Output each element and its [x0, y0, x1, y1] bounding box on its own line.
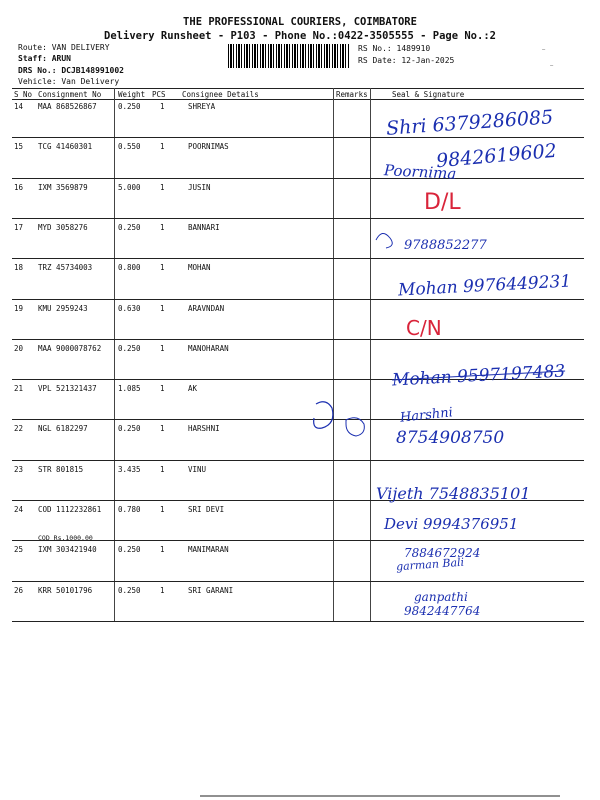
row-consignment-no: STR 801815 — [38, 464, 84, 474]
row-consignee: MOHAN — [188, 263, 211, 273]
signature: 9842619602 — [435, 139, 558, 173]
row-weight: 0.550 — [118, 142, 141, 152]
row-consignee: SRI GARANI — [188, 585, 234, 595]
row-weight: 0.800 — [118, 263, 141, 273]
row-sno: 26 — [14, 585, 24, 595]
signature: 8754908750 — [396, 428, 505, 448]
row-pcs: 1 — [160, 464, 165, 474]
row-consignee: VINU — [188, 464, 207, 474]
signature: garman Bali — [395, 555, 465, 574]
row-weight: 0.250 — [118, 102, 141, 111]
staff-label: Staff: — [18, 54, 47, 63]
status-mark: C/N — [406, 316, 442, 340]
col-pcs: PCS — [152, 90, 166, 99]
row-pcs: 1 — [160, 585, 165, 595]
col-sno: S No — [14, 90, 33, 99]
row-sno: 15 — [14, 142, 24, 152]
row-consignee: ARAVNDAN — [188, 303, 225, 313]
row-sno: 25 — [14, 545, 24, 555]
row-weight: 0.250 — [118, 585, 141, 595]
row-sno: 23 — [14, 464, 24, 474]
scribble — [376, 233, 392, 248]
route-label: Route: VAN DELIVERY — [18, 43, 110, 52]
row-consignment-no: IXM 303421940 — [38, 545, 97, 555]
status-mark: D/L — [424, 190, 461, 215]
signature: 7884672924 — [404, 546, 481, 560]
row-pcs: 1 — [160, 263, 165, 273]
row-pcs: 1 — [160, 303, 165, 313]
row-weight: 0.250 — [118, 343, 141, 353]
drs-label: DRS No.: — [18, 66, 57, 75]
row-consignment-no: KRR 50101796 — [38, 585, 93, 595]
row-consignment-no: MYD 3058276 — [38, 222, 88, 232]
pen-mark: - — [540, 42, 548, 56]
row-weight: 0.250 — [118, 424, 141, 434]
scribble — [314, 402, 333, 429]
signature: ganpathi — [414, 590, 468, 604]
row-sno: 14 — [14, 102, 24, 111]
row-consignment-no: COD 1112232861 — [38, 505, 102, 514]
signature: 9842447764 — [404, 604, 481, 618]
row-consignee: SRI DEVI — [188, 505, 225, 514]
company-title: THE PROFESSIONAL COURIERS, COIMBATORE — [183, 16, 417, 28]
row-consignee: POORNIMAS — [188, 142, 229, 152]
row-sno: 22 — [14, 424, 24, 434]
row-sno: 17 — [14, 222, 24, 232]
row-pcs: 1 — [160, 545, 165, 555]
scribble — [346, 418, 364, 436]
rs-number: RS No.: 1489910 — [358, 44, 431, 53]
row-pcs: 1 — [160, 102, 165, 111]
staff-name: ARUN — [51, 54, 71, 63]
row-sno: 24 — [14, 505, 24, 514]
row-weight: 0.630 — [118, 303, 141, 313]
row-pcs: 1 — [160, 424, 165, 434]
row-weight: 0.250 — [118, 222, 141, 232]
col-weight: Weight — [118, 90, 146, 99]
row-consignment-no: VPL 521321437 — [38, 384, 97, 394]
col-consignment: Consignment No — [38, 90, 102, 99]
row-consignee: SHREYA — [188, 102, 216, 111]
signature: Poornima — [383, 161, 457, 183]
pen-mark: - — [548, 58, 556, 72]
row-consignment-no: NGL 6182297 — [38, 424, 88, 434]
signature: Shri 6379286085 — [385, 106, 554, 140]
row-weight: 5.000 — [118, 182, 141, 192]
row-pcs: 1 — [160, 505, 165, 514]
row-consignee: HARSHNI — [188, 424, 220, 434]
row-sno: 18 — [14, 263, 24, 273]
row-sno: 20 — [14, 343, 24, 353]
row-consignee: JUSIN — [188, 182, 211, 192]
signature: 9788852277 — [404, 238, 487, 253]
row-sno: 21 — [14, 384, 24, 394]
row-pcs: 1 — [160, 182, 165, 192]
row-consignment-no: IXM 3569879 — [38, 182, 88, 192]
drs-number: DCJB148991002 — [61, 66, 124, 75]
col-remarks: Remarks — [336, 90, 368, 99]
row-consignee: BANNARI — [188, 222, 220, 232]
row-consignee: AK — [188, 384, 198, 394]
row-consignment-no: MAA 9000078762 — [38, 343, 102, 353]
row-pcs: 1 — [160, 142, 165, 152]
row-pcs: 1 — [160, 222, 165, 232]
row-weight: 0.780 — [118, 505, 141, 514]
rs-date: RS Date: 12-Jan-2025 — [358, 56, 455, 65]
signature: Mohan 9597197483 — [391, 361, 566, 391]
row-consignment-no: TRZ 45734003 — [38, 263, 93, 273]
row-pcs: 1 — [160, 384, 165, 394]
signature: Devi 9994376951 — [384, 515, 519, 533]
row-consignment-no: KMU 2959243 — [38, 303, 88, 313]
row-sno: 16 — [14, 182, 24, 192]
vehicle-label: Vehicle: Van Delivery — [18, 77, 120, 86]
row-weight: 0.250 — [118, 545, 141, 555]
row-consignment-no: TCG 41460301 — [38, 142, 93, 152]
signature: Harshni — [399, 405, 454, 426]
signature: Vijeth 7548835101 — [376, 484, 531, 503]
row-consignment-no: MAA 868526867 — [38, 102, 97, 111]
row-weight: 3.435 — [118, 464, 141, 474]
row-consignee: MANOHARAN — [188, 343, 229, 353]
row-consignee: MANIMARAN — [188, 545, 229, 555]
cod-note: COD Rs.1000.00 — [38, 534, 93, 542]
row-weight: 1.085 — [118, 384, 141, 394]
col-consignee: Consignee Details — [182, 90, 259, 99]
row-pcs: 1 — [160, 343, 165, 353]
row-sno: 19 — [14, 303, 24, 313]
signature: Mohan 9976449231 — [397, 271, 572, 301]
runsheet-subtitle: Delivery Runsheet - P103 - Phone No.:0422-3505555 - Page No.:2 — [104, 30, 496, 42]
col-seal-signature: Seal & Signature — [392, 90, 465, 99]
